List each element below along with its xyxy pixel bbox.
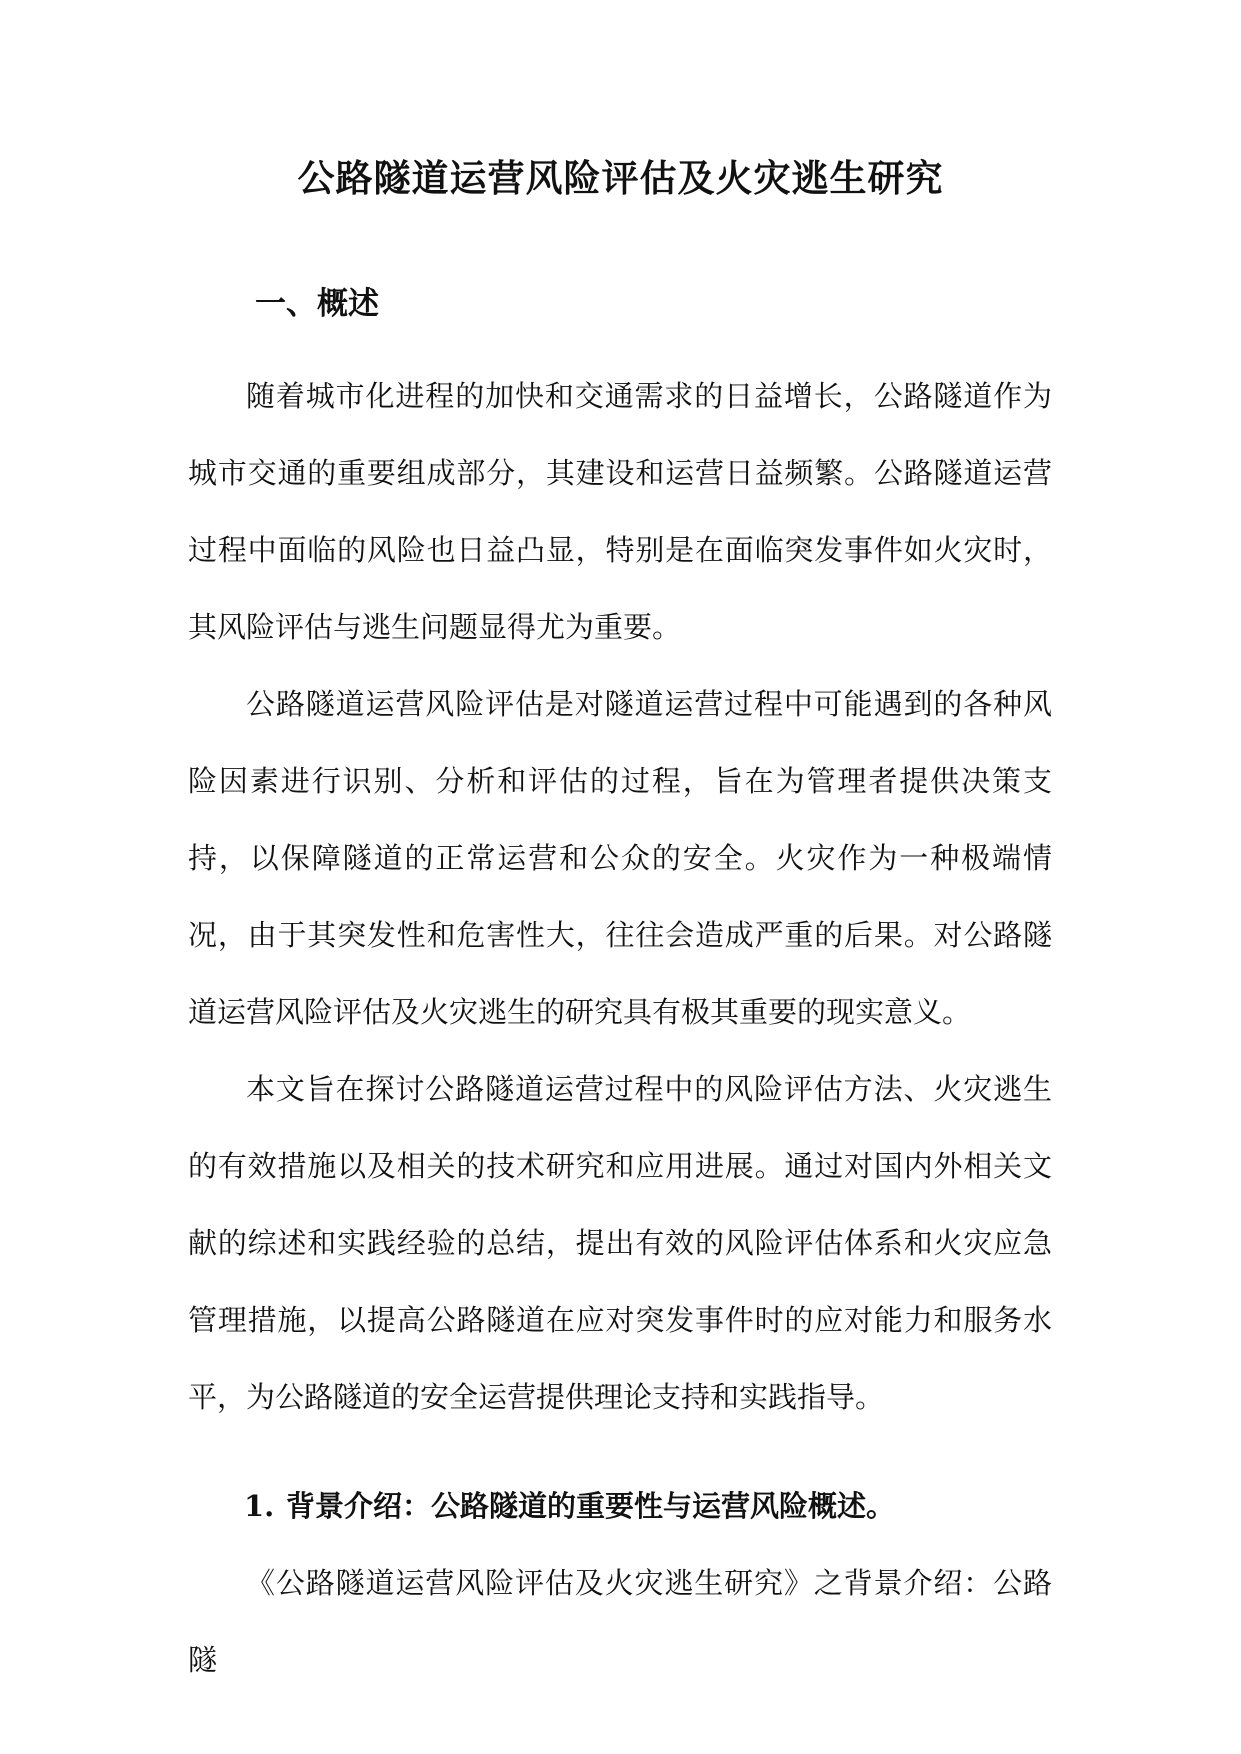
- subsection-title: 背景介绍：公路隧道的重要性与运营风险概述。: [286, 1489, 896, 1523]
- paragraph-2: 公路隧道运营风险评估是对隧道运营过程中可能遇到的各种风险因素进行识别、分析和评估的过程，旨在为管理者提供决策支持，以保障隧道的正常运营和公众的安全。火灾作为一种极端情况，由于其突发性和危害性大，往往会造成严重的后果。对公路隧道运营风险评估及火灾逃生的研究具有极其重要的现实意义。: [188, 687, 1052, 1029]
- subsection-heading: [188, 1468, 1052, 1545]
- section-heading-overview: 一、概述: [255, 286, 379, 322]
- paragraph-background: 《公路隧道运营风险评估及火灾逃生研究》之背景介绍：公路隧: [188, 1566, 1052, 1677]
- document-body: [188, 358, 1052, 1699]
- document-title: 公路隧道运营风险评估及火灾逃生研究: [297, 156, 944, 200]
- subsection-number: 1.: [244, 1489, 275, 1523]
- paragraph-3: 本文旨在探讨公路隧道运营过程中的风险评估方法、火灾逃生的有效措施以及相关的技术研究和应用进展。通过对国内外相关文献的综述和实践经验的总结，提出有效的风险评估体系和火灾应急管理措施，以提高公路隧道在应对突发事件时的应对能力和服务水平，为公路隧道的安全运营提供理论支持和实践指导。: [188, 1072, 1052, 1414]
- paragraph-1: 随着城市化进程的加快和交通需求的日益增长，公路隧道作为城市交通的重要组成部分，其建设和运营日益频繁。公路隧道运营过程中面临的风险也日益凸显，特别是在面临突发事件如火灾时，其风险评估与逃生问题显得尤为重要。: [188, 379, 1052, 644]
